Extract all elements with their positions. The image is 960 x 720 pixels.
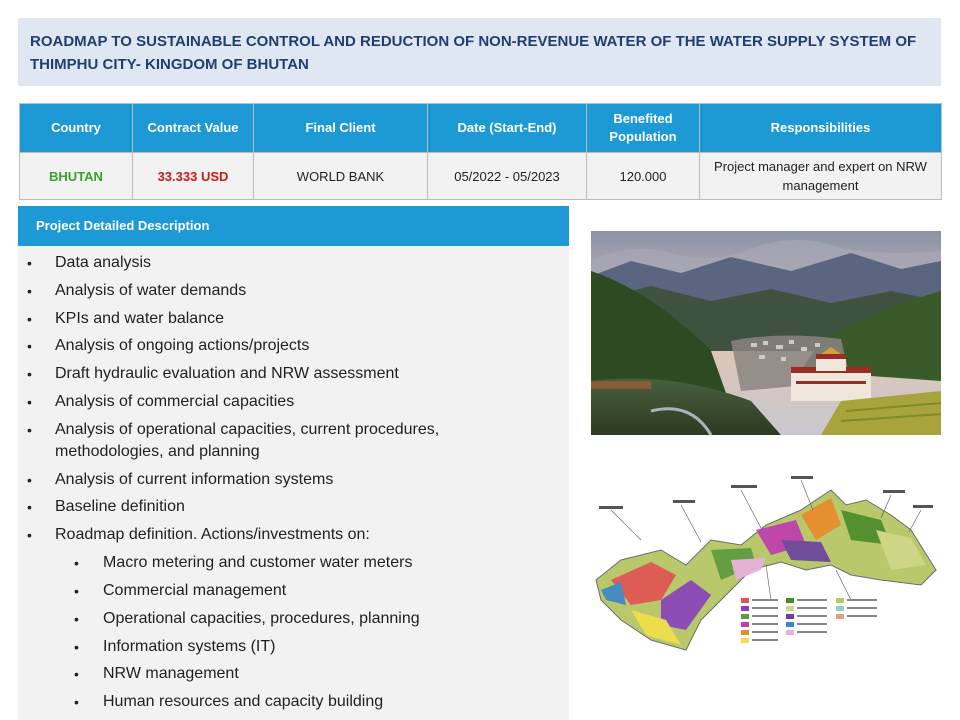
list-item: • Analysis of commercial capacities [18,391,569,413]
description-header: Project Detailed Description [18,206,569,246]
project-info-table [19,103,942,200]
column-header-date: Date (Start-End) [428,104,587,153]
sub-list-item: • Commercial management [55,580,479,602]
sub-list-item: • Human resources and capacity building [55,691,479,713]
thimphu-land-use-map [591,470,941,660]
sub-list-item: • Operational capacities, procedures, planning [55,608,479,630]
date-cell: 05/2022 - 05/2023 [428,153,587,200]
column-header-population: Benefited Population [587,104,700,153]
column-header-responsibilities: Responsibilities [700,104,942,153]
list-item: • Analysis of operational capacities, current procedures, methodologies, and planning [18,419,569,463]
table-header-row [20,104,942,153]
list-item-label: Roadmap definition. Actions/investments on: [55,526,370,544]
list-item: • Analysis of current information systems [18,469,569,491]
list-item: • Draft hydraulic evaluation and NRW assessment [18,363,569,385]
description-panel [18,246,569,720]
table-row [20,153,942,200]
roadmap-sublist [55,552,479,713]
page-title: ROADMAP TO SUSTAINABLE CONTROL AND REDUCTION OF NON-REVENUE WATER OF THE WATER SUPPLY SYSTEM OF THIMPHU CITY- KINGDOM OF BHUTAN [18,18,941,86]
sub-list-item: • NRW management [55,663,479,685]
column-header-country: Country [20,104,133,153]
final-client-cell: WORLD BANK [254,153,428,200]
list-item-roadmap [18,524,569,713]
contract-value-cell: 33.333 USD [133,153,254,200]
list-item: • Analysis of water demands [18,280,569,302]
column-header-contract-value: Contract Value [133,104,254,153]
list-item: • Baseline definition [18,496,569,518]
list-item: • Data analysis [18,252,569,274]
thimphu-valley-photo [591,231,941,435]
sub-list-item: • Information systems (IT) [55,636,479,658]
list-item: • KPIs and water balance [18,308,569,330]
description-list [18,246,569,713]
column-header-final-client: Final Client [254,104,428,153]
sub-list-item: • Macro metering and customer water meters [55,552,479,574]
list-item: • Analysis of ongoing actions/projects [18,335,569,357]
country-cell: BHUTAN [20,153,133,200]
responsibilities-cell: Project manager and expert on NRW management [700,153,942,200]
population-cell: 120.000 [587,153,700,200]
